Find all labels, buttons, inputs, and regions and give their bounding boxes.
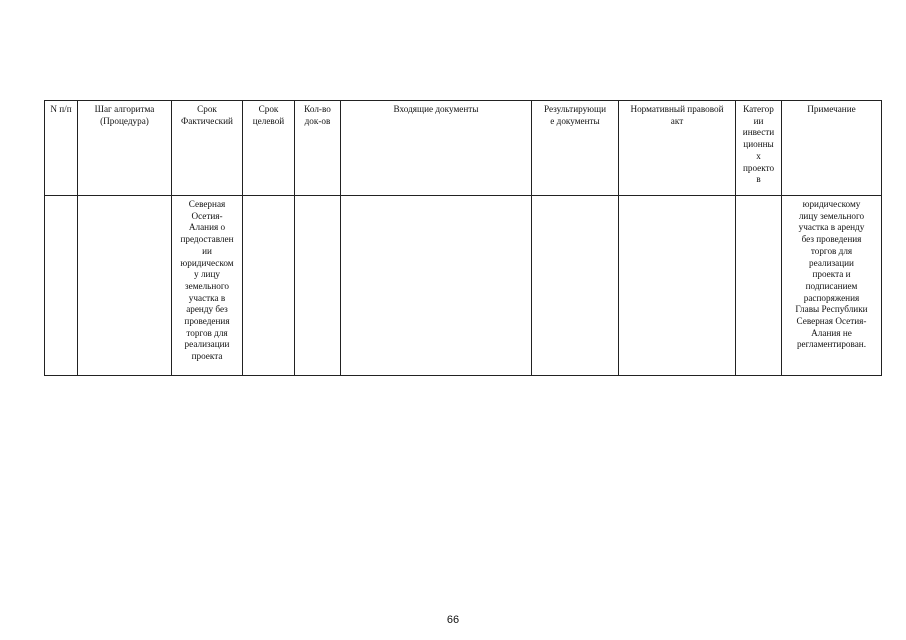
page-number: 66 bbox=[446, 614, 460, 626]
header-cell-incoming-docs bbox=[341, 101, 532, 196]
header-label: Кол-во док-ов bbox=[304, 104, 331, 126]
algorithm-table bbox=[44, 100, 882, 376]
header-label: Срок целевой bbox=[252, 104, 285, 126]
cell-step bbox=[78, 196, 172, 376]
header-label: N п/п bbox=[50, 104, 72, 114]
header-cell-note bbox=[782, 101, 882, 196]
header-label: Нормативный правовой акт bbox=[630, 104, 724, 126]
cell-normative-act bbox=[619, 196, 736, 376]
cell-categories bbox=[736, 196, 782, 376]
header-cell-normative-act bbox=[619, 101, 736, 196]
cell-note bbox=[782, 196, 882, 376]
header-label: Шаг алгоритма (Процедура) bbox=[94, 104, 155, 126]
cell-target-term bbox=[243, 196, 295, 376]
header-cell-target-term bbox=[243, 101, 295, 196]
cell-number bbox=[45, 196, 78, 376]
cell-incoming-docs bbox=[341, 196, 532, 376]
header-label: Примечание bbox=[807, 104, 856, 114]
table-row bbox=[45, 196, 882, 376]
table-header-row bbox=[45, 101, 882, 196]
header-cell-number bbox=[45, 101, 78, 196]
cell-text: Северная Осетия- Алания о предоставлен ии юридическом у лицу земельного участка в аренду без проведения торгов для реализации проекта bbox=[180, 199, 234, 362]
header-label: Результирующи е документы bbox=[543, 104, 607, 126]
header-label: Срок Фактический bbox=[181, 104, 233, 126]
cell-doc-count bbox=[295, 196, 341, 376]
header-cell-actual-term bbox=[172, 101, 243, 196]
cell-result-docs bbox=[532, 196, 619, 376]
cell-text: юридическому лицу земельного участка в аренду без проведения торгов для реализации проекта и подписанием распоряжения Главы Республики Северная Осетия- Алания не регламентирован. bbox=[795, 199, 868, 350]
header-label: Входящие документы bbox=[393, 104, 479, 114]
header-cell-step bbox=[78, 101, 172, 196]
header-cell-doc-count bbox=[295, 101, 341, 196]
header-cell-categories bbox=[736, 101, 782, 196]
header-label: Категор ии инвести ционны х проекто в bbox=[742, 104, 775, 185]
header-cell-result-docs bbox=[532, 101, 619, 196]
cell-actual-term bbox=[172, 196, 243, 376]
